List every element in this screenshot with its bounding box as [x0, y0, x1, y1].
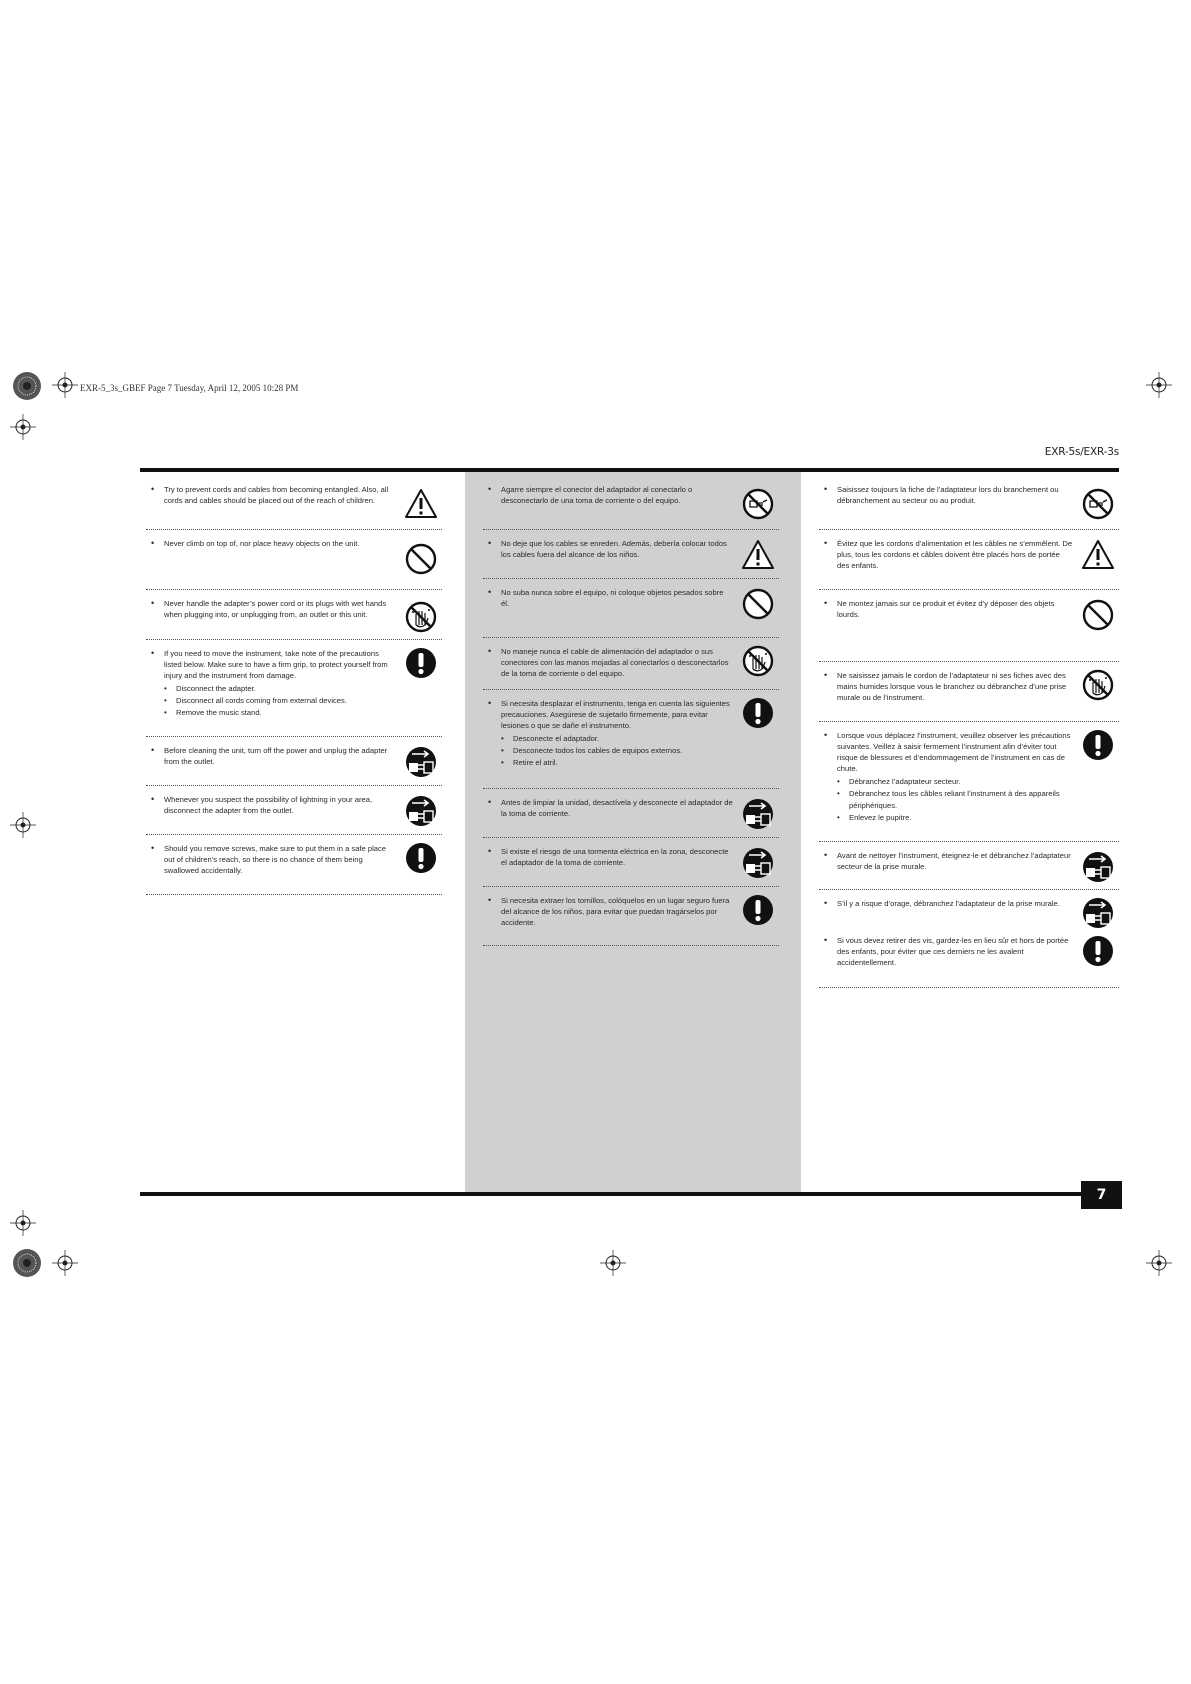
registration-starburst-icon [12, 371, 42, 401]
sub-list [483, 733, 733, 769]
crosshair-icon [10, 812, 36, 838]
unplug-icon [1081, 896, 1115, 930]
prohibited-icon [741, 587, 775, 621]
precaution-item [819, 530, 1119, 590]
bottom-rule [140, 1192, 1081, 1196]
sub-list-item: • Remove the music stand. [176, 707, 396, 719]
page-number: 7 [1081, 1181, 1122, 1209]
mandatory-action-icon [404, 841, 438, 875]
unplug-icon [1081, 850, 1115, 884]
mandatory-action-icon [1081, 728, 1115, 762]
precaution-item [146, 737, 442, 786]
precaution-item [819, 590, 1119, 662]
precaution-item [483, 530, 779, 579]
sub-list-item: • Débranchez l’adaptateur secteur. [849, 776, 1073, 788]
crosshair-icon [10, 414, 36, 440]
sub-list-item: • Retire el atril. [513, 757, 733, 769]
prohibited-icon [1081, 598, 1115, 632]
sub-list [146, 683, 396, 719]
model-header: EXR-5s/EXR-3s [1044, 446, 1119, 458]
sub-list-item: • Desconecte todos los cables de equipos externos. [513, 745, 733, 757]
precaution-item [483, 838, 779, 887]
precaution-text: • No deje que los cables se enreden. Además, debería colocar todos los cables fuera del alcance de los niños. [483, 538, 733, 560]
precaution-item [483, 690, 779, 789]
precaution-text: • Never climb on top of, nor place heavy objects on the unit. [146, 538, 396, 549]
sub-list-item: • Disconnect all cords coming from external devices. [176, 695, 396, 707]
crosshair-icon [1146, 1250, 1172, 1276]
caution-triangle-icon [404, 487, 438, 521]
french-column [819, 484, 1119, 988]
grip-plug-icon [1081, 487, 1115, 521]
mandatory-action-icon [741, 893, 775, 927]
mandatory-action-icon [1081, 934, 1115, 968]
no-wet-hands-icon [1081, 668, 1115, 702]
sub-list [819, 776, 1073, 824]
precaution-item [819, 484, 1119, 530]
precaution-text: • Before cleaning the unit, turn off the power and unplug the adapter from the outlet. [146, 745, 396, 767]
precaution-item [146, 484, 442, 530]
unplug-icon [741, 846, 775, 880]
precaution-text: • Saisissez toujours la fiche de l’adaptateur lors du branchement ou débranchement au secteur ou au produit. [819, 484, 1073, 506]
precaution-text: • Avant de nettoyer l’instrument, éteignez-le et débranchez l’adaptateur secteur de la prise murale. [819, 850, 1073, 872]
precaution-item [146, 640, 442, 737]
precaution-item [483, 638, 779, 690]
precaution-item [483, 789, 779, 838]
precaution-text: • S’il y a risque d’orage, débranchez l’adaptateur de la prise murale. [819, 898, 1073, 909]
mandatory-action-icon [741, 696, 775, 730]
sub-list-item: • Desconecte el adaptador. [513, 733, 733, 745]
grip-plug-icon [741, 487, 775, 521]
precaution-item [146, 786, 442, 835]
no-wet-hands-icon [741, 644, 775, 678]
crosshair-icon [1146, 372, 1172, 398]
precaution-item [819, 890, 1119, 988]
unplug-icon [404, 745, 438, 779]
precaution-item [146, 835, 442, 895]
caution-triangle-icon [741, 538, 775, 572]
sub-list-item: • Disconnect the adapter. [176, 683, 396, 695]
precaution-item [483, 579, 779, 638]
precaution-item [819, 662, 1119, 722]
unplug-icon [404, 794, 438, 828]
precaution-text: • No suba nunca sobre el equipo, ni coloque objetos pesados sobre él. [483, 587, 733, 609]
precaution-item [483, 887, 779, 946]
precaution-text: • Ne saisissez jamais le cordon de l’adaptateur ni ses fiches avec des mains humides lorsque vous le branchez ou débranchez d’une prise murale ou de l’instrument. [819, 670, 1073, 703]
sub-list-item: • Débranchez tous les câbles reliant l’instrument à des appareils périphériques. [849, 788, 1073, 812]
precaution-text: • Agarre siempre el conector del adaptador al conectarlo o desconectarlo de una toma de corriente o del equipo. [483, 484, 733, 506]
sub-list-item: • Enlevez le pupitre. [849, 812, 1073, 824]
precaution-text: • Whenever you suspect the possibility of lightning in your area, disconnect the adapter from the outlet. [146, 794, 396, 816]
precaution-item [483, 484, 779, 530]
spanish-column [483, 484, 779, 946]
precaution-text: • Si existe el riesgo de una tormenta eléctrica en la zona, desconecte el adaptador de la toma de corriente. [483, 846, 733, 868]
crosshair-icon [52, 372, 78, 398]
caution-triangle-icon [1081, 538, 1115, 572]
precaution-text: • Ne montez jamais sur ce produit et évitez d’y déposer des objets lourds. [819, 598, 1073, 620]
crosshair-icon [10, 1210, 36, 1236]
precaution-item [819, 722, 1119, 842]
precaution-text: • Try to prevent cords and cables from becoming entangled. Also, all cords and cables should be placed out of the reach of children. [146, 484, 396, 506]
crosshair-icon [52, 1250, 78, 1276]
crosshair-icon [600, 1250, 626, 1276]
precaution-text: • Antes de limpiar la unidad, desactívela y desconecte el adaptador de la toma de corriente. [483, 797, 733, 819]
printer-slug: EXR-5_3s_GBEF Page 7 Tuesday, April 12, 2005 10:28 PM [80, 383, 299, 393]
precaution-text: • Si necesita desplazar el instrumento, tenga en cuenta las siguientes precauciones. Asegúrese de sujetarlo firmemente, para evitar lesiones o que se dañe el instrumento. [483, 698, 733, 731]
precaution-text: • Si necesita extraer los tornillos, colóquelos en un lugar seguro fuera del alcance de los niños, para evitar que puedan tragárselos por accidente. [483, 895, 733, 928]
precaution-text: • Should you remove screws, make sure to put them in a safe place out of children’s reach, so there is no chance of them being swallowed accidentally. [146, 843, 396, 876]
precaution-text: • Évitez que les cordons d’alimentation et les câbles ne s’emmêlent. De plus, tous les cordons et câbles doivent être placés hors de portée des enfants. [819, 538, 1073, 571]
precaution-text: • Never handle the adapter’s power cord or its plugs with wet hands when plugging into, or unplugging from, an outlet or this unit. [146, 598, 396, 620]
registration-starburst-icon [12, 1248, 42, 1278]
mandatory-action-icon [404, 646, 438, 680]
precaution-text: • If you need to move the instrument, take note of the precautions listed below. Make sure to have a firm grip, to protect yourself from injury and the instrument from damage. [146, 648, 396, 681]
precaution-text: • Si vous devez retirer des vis, gardez-les en lieu sûr et hors de portée des enfants, pour éviter que ces derniers ne les avalent accidentellement. [819, 935, 1073, 968]
no-wet-hands-icon [404, 600, 438, 634]
unplug-icon [741, 797, 775, 831]
precaution-item [146, 530, 442, 590]
precaution-text: • No maneje nunca el cable de alimentación del adaptador o sus conectores con las manos mojadas al conectarlos o desconectarlos de la toma de corriente o del equipo. [483, 646, 733, 679]
precaution-item [146, 590, 442, 640]
prohibited-icon [404, 542, 438, 576]
precaution-item [819, 842, 1119, 890]
english-column [146, 484, 442, 895]
precaution-text: • Lorsque vous déplacez l’instrument, veuillez observer les précautions suivantes. Veillez à saisir fermement l’instrument afin d’éviter tout risque de blessures et d’endommagement de l’instrument en cas de chute. [819, 730, 1073, 774]
